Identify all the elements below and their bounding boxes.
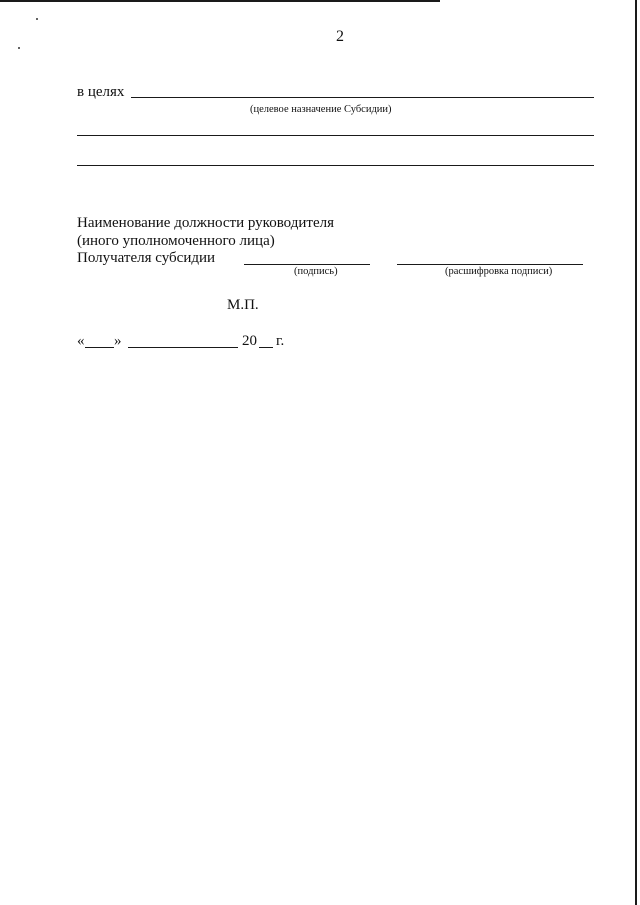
top-border-line — [0, 0, 440, 2]
scan-speck — [36, 18, 38, 20]
date-year-prefix: 20 — [242, 333, 257, 349]
signature-caption: (подпись) — [294, 266, 338, 277]
purpose-fill-line-2 — [77, 135, 594, 136]
scan-speck — [18, 47, 20, 49]
purpose-label: в целях — [77, 84, 125, 100]
date-year-suffix: г. — [276, 333, 285, 349]
position-title-line2: (иного уполномоченного лица) — [77, 233, 275, 249]
date-year-line — [259, 347, 273, 348]
date-open-quote: « — [77, 333, 85, 349]
signature-decoding-line — [397, 264, 583, 265]
signature-decoding-caption: (расшифровка подписи) — [445, 266, 553, 277]
signature-line — [244, 264, 370, 265]
right-border-line — [635, 0, 637, 905]
stamp-label: М.П. — [227, 297, 259, 313]
purpose-fill-line-3 — [77, 165, 594, 166]
purpose-fill-line — [131, 97, 594, 98]
purpose-caption: (целевое назначение Субсидии) — [250, 104, 392, 115]
date-close-quote: » — [114, 333, 122, 349]
page-number: 2 — [336, 28, 344, 45]
position-title-line1: Наименование должности руководителя — [77, 215, 335, 231]
date-day-line — [85, 347, 114, 348]
position-title-line3: Получателя субсидии — [77, 250, 216, 266]
date-month-line — [128, 347, 238, 348]
